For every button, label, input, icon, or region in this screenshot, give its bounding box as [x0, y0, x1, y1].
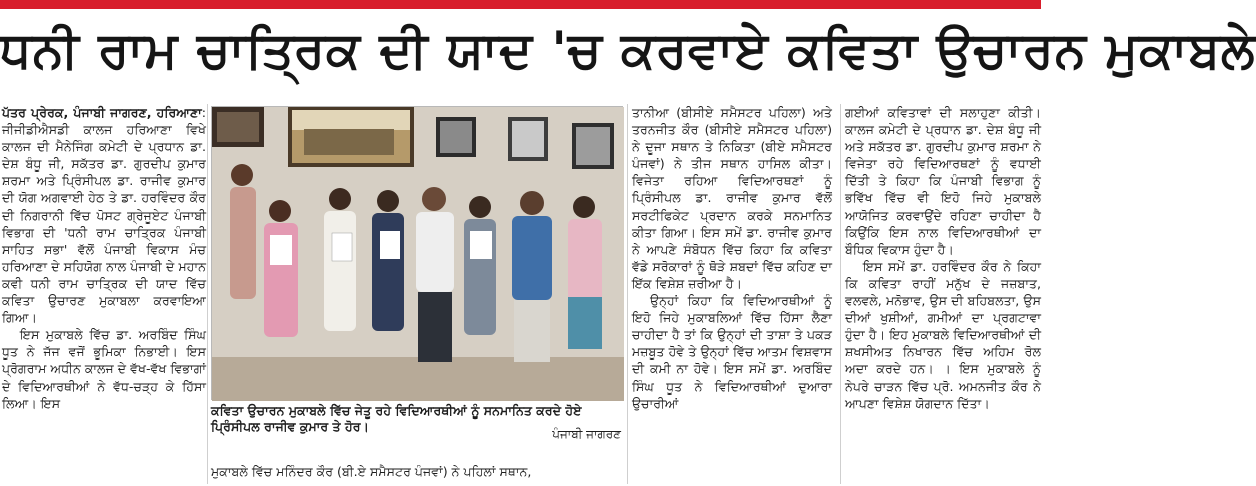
photo-credit: ਪੰਜਾਬੀ ਜਾਗਰਣ	[552, 427, 621, 441]
masthead-rule	[0, 0, 1041, 9]
photo-illustration	[212, 107, 624, 401]
column-divider	[840, 104, 841, 484]
article-paragraph-text: : ਜੀਜੀਡੀਐਸਡੀ ਕਾਲਜ ਹਰਿਆਣਾ ਵਿਖੇ ਕਾਲਜ ਦੀ ਮੈਨੇਜਿੰਗ ਕਮੇਟੀ ਦੇ ਪ੍ਰਧਾਨ ਡਾ. ਦੇਸ਼ ਬੰਧੂ ਜੀ, ਸਕੱਤਰ ਡਾ. ਗੁਰਦੀਪ ਕੁਮਾਰ ਸ਼ਰਮਾ ਅਤੇ ਪ੍ਰਿੰਸੀਪਲ ਡਾ. ਰਾਜੀਵ ਕੁਮਾਰ ਦੀ ਯੋਗ ਅਗਵਾਈ ਹੇਠ ਤੇ ਡਾ. ਹਰਵਿੰਦਰ ਕੌਰ ਦੀ ਨਿਗਰਾਨੀ ਵਿੱਚ ਪੋਸਟ ਗ੍ਰੇਜੂਏਟ ਪੰਜਾਬੀ ਵਿਭਾਗ ਦੀ 'ਧਨੀ ਰਾਮ ਚਾਤ੍ਰਿਕ ਪੰਜਾਬੀ ਸਾਹਿਤ ਸਭਾ' ਵੱਲੋਂ ਪੰਜਾਬੀ ਵਿਕਾਸ ਮੰਚ ਹਰਿਆਣਾ ਦੇ ਸਹਿਯੋਗ ਨਾਲ ਪੰਜਾਬੀ ਦੇ ਮਹਾਨ ਕਵੀ ਧਨੀ ਰਾਮ ਚਾਤ੍ਰਿਕ ਦੀ ਯਾਦ ਵਿੱਚ ਕਵਿਤਾ ਉਚਾਰਣ ਮੁਕਾਬਲਾ ਕਰਵਾਇਆ ਗਿਆ।	[2, 105, 206, 326]
column-divider	[207, 104, 208, 484]
article-column-4	[845, 104, 1041, 486]
dateline: ਪੱਤਰ ਪ੍ਰੇਰਕ, ਪੰਜਾਬੀ ਜਾਗਰਣ, ਹਰਿਆਣਾ	[2, 105, 202, 120]
article-column-3	[632, 104, 832, 486]
article-column-1	[2, 104, 206, 486]
headline: ਧਨੀ ਰਾਮ ਚਾਤ੍ਰਿਕ ਦੀ ਯਾਦ 'ਚ ਕਰਵਾਏ ਕਵਿਤਾ ਉਚਾਰਨ ਮੁਕਾਬਲੇ	[0, 21, 1256, 79]
column-divider	[627, 104, 628, 484]
photo-caption	[211, 403, 625, 443]
photo-caption-text: ਕਵਿਤਾ ਉਚਾਰਨ ਮੁਕਾਬਲੇ ਵਿੱਚ ਜੇਤੂ ਰਹੇ ਵਿਦਿਆਰਥੀਆਂ ਨੂੰ ਸਨਮਾਨਿਤ ਕਰਦੇ ਹੋਏ ਪ੍ਰਿੰਸੀਪਲ ਰਾਜੀਵ ਕੁਮਾਰ ਤੇ ਹੋਰ।	[211, 403, 582, 434]
article-paragraph: ਗਈਆਂ ਕਵਿਤਾਵਾਂ ਦੀ ਸਲਾਹੁਣਾ ਕੀਤੀ। ਕਾਲਜ ਕਮੇਟੀ ਦੇ ਪ੍ਰਧਾਨ ਡਾ. ਦੇਸ਼ ਬੰਧੂ ਜੀ ਅਤੇ ਸਕੱਤਰ ਡਾ. ਗੁਰਦੀਪ ਕੁਮਾਰ ਸ਼ਰਮਾ ਨੇ ਵਿਜੇਤਾ ਰਹੇ ਵਿਦਿਆਰਥਣਾਂ ਨੂੰ ਵਧਾਈ ਦਿੱਤੀ ਤੇ ਕਿਹਾ ਕਿ ਪੰਜਾਬੀ ਵਿਭਾਗ ਨੂੰ ਭਵਿੱਖ ਵਿੱਚ ਵੀ ਇਹੋ ਜਿਹੇ ਮੁਕਾਬਲੇ ਆਯੋਜਿਤ ਕਰਵਾਉਂਦੇ ਰਹਿਣਾ ਚਾਹੀਦਾ ਹੈ ਕਿਉਂਕਿ ਇਸ ਨਾਲ ਵਿਦਿਆਰਥੀਆਂ ਦਾ ਬੌਧਿਕ ਵਿਕਾਸ ਹੁੰਦਾ ਹੈ।	[845, 105, 1041, 257]
article-continuation-line: ਮੁਕਾਬਲੇ ਵਿੱਚ ਮਨਿੰਦਰ ਕੌਰ (ਬੀ.ਏ ਸਮੈਸਟਰ ਪੰਜਵਾਂ) ਨੇ ਪਹਿਲਾਂ ਸਥਾਨ,	[211, 464, 532, 479]
article-paragraph: ਉਨ੍ਹਾਂ ਕਿਹਾ ਕਿ ਵਿਦਿਆਰਥੀਆਂ ਨੂੰ ਇਹੋ ਜਿਹੇ ਮੁਕਾਬਲਿਆਂ ਵਿੱਚ ਹਿੱਸਾ ਲੈਣਾ ਚਾਹੀਦਾ ਹੈ ਤਾਂ ਕਿ ਉਨ੍ਹਾਂ ਦੀ ਤਾਸ਼ਾ ਤੇ ਪਕੜ ਮਜ਼ਬੂਤ ਹੋਵੇ ਤੇ ਉਨ੍ਹਾਂ ਵਿੱਚ ਆਤਮ ਵਿਸ਼ਵਾਸ ਦੀ ਕਮੀ ਨਾ ਹੋਵੇ। ਇਸ ਸਮੇਂ ਡਾ. ਅਰਬਿੰਦ ਸਿੰਘ ਧੂਤ ਨੇ ਵਿਦਿਆਰਥੀਆਂ ਦੁਆਰਾ ਉਚਾਰੀਆਂ	[632, 293, 832, 411]
article-paragraph: ਤਾਨੀਆ (ਬੀਸੀਏ ਸਮੈਸਟਰ ਪਹਿਲਾ) ਅਤੇ ਤਰਨਜੀਤ ਕੌਰ (ਬੀਸੀਏ ਸਮੈਸਟਰ ਪਹਿਲਾ) ਨੇ ਦੂਜਾ ਸਥਾਨ ਤੇ ਨਿਕਿਤਾ (ਬੀਏ ਸਮੈਸਟਰ ਪੰਜਵਾਂ) ਨੇ ਤੀਜ ਸਥਾਨ ਹਾਸਿਲ ਕੀਤਾ। ਵਿਜੇਤਾ ਰਹਿਆ ਵਿਦਿਆਰਥਣਾਂ ਨੂੰ ਪ੍ਰਿੰਸੀਪਲ ਡਾ. ਰਾਜੀਵ ਕੁਮਾਰ ਵੱਲੋਂ ਸਰਟੀਫਿਕੇਟ ਪ੍ਰਦਾਨ ਕਰਕੇ ਸਨਮਾਨਿਤ ਕੀਤਾ ਗਿਆ। ਇਸ ਸਮੇਂ ਡਾ. ਰਾਜੀਵ ਕੁਮਾਰ ਨੇ ਆਪਣੇ ਸੰਬੋਧਨ ਵਿੱਚ ਕਿਹਾ ਕਿ ਕਵਿਤਾ ਵੱਡੇ ਸਰੋਕਾਰਾਂ ਨੂੰ ਥੋੜੇ ਸ਼ਬਦਾਂ ਵਿੱਚ ਕਹਿਣ ਦਾ ਇੱਕ ਵਿਸ਼ੇਸ਼ ਜ਼ਰੀਆ ਹੈ।	[632, 105, 832, 291]
article-paragraph: ਇਸ ਮੁਕਾਬਲੇ ਵਿੱਚ ਡਾ. ਅਰਬਿੰਦ ਸਿੰਘ ਧੂਤ ਨੇ ਜੱਜ ਵਜੋਂ ਭੂਮਿਕਾ ਨਿਭਾਈ। ਇਸ ਪ੍ਰੋਗਰਾਮ ਅਧੀਨ ਕਾਲਜ ਦੇ ਵੱਖ-ਵੱਖ ਵਿਭਾਗਾਂ ਦੇ ਵਿਦਿਆਰਥੀਆਂ ਨੇ ਵੱਧ-ਚੜ੍ਹ ਕੇ ਹਿੱਸਾ ਲਿਆ। ਇਸ	[2, 327, 206, 411]
article-paragraph: ਇਸ ਸਮੇਂ ਡਾ. ਹਰਵਿੰਦਰ ਕੌਰ ਨੇ ਕਿਹਾ ਕਿ ਕਵਿਤਾ ਰਾਹੀਂ ਮਨੁੱਖ ਦੇ ਜਜ਼ਬਾਤ, ਵਲਵਲੇ, ਮਨੋਭਾਵ, ਉਸ ਦੀ ਬਹਿਬਲਤਾ, ਉਸ ਦੀਆਂ ਖੁਸ਼ੀਆਂ, ਗਮੀਆਂ ਦਾ ਪ੍ਰਗਟਾਵਾ ਹੁੰਦਾ ਹੈ। ਇਹ ਮੁਕਾਬਲੇ ਵਿਦਿਆਰਥੀਆਂ ਦੀ ਸ਼ਖਸੀਅਤ ਨਿਖਾਰਨ ਵਿੱਚ ਅਹਿਮ ਰੋਲ ਅਦਾ ਕਰਦੇ ਹਨ। । ਇਸ ਮੁਕਾਬਲੇ ਨੂੰ ਨੇਪਰੇ ਚਾੜਨ ਵਿੱਚ ਪ੍ਰੋ. ਅਮਨਜੀਤ ਕੌਰ ਨੇ ਆਪਣਾ ਵਿਸ਼ੇਸ਼ ਯੋਗਦਾਨ ਦਿੱਤਾ।	[845, 258, 1041, 411]
news-photo	[211, 106, 623, 400]
article-paragraph	[2, 104, 206, 326]
